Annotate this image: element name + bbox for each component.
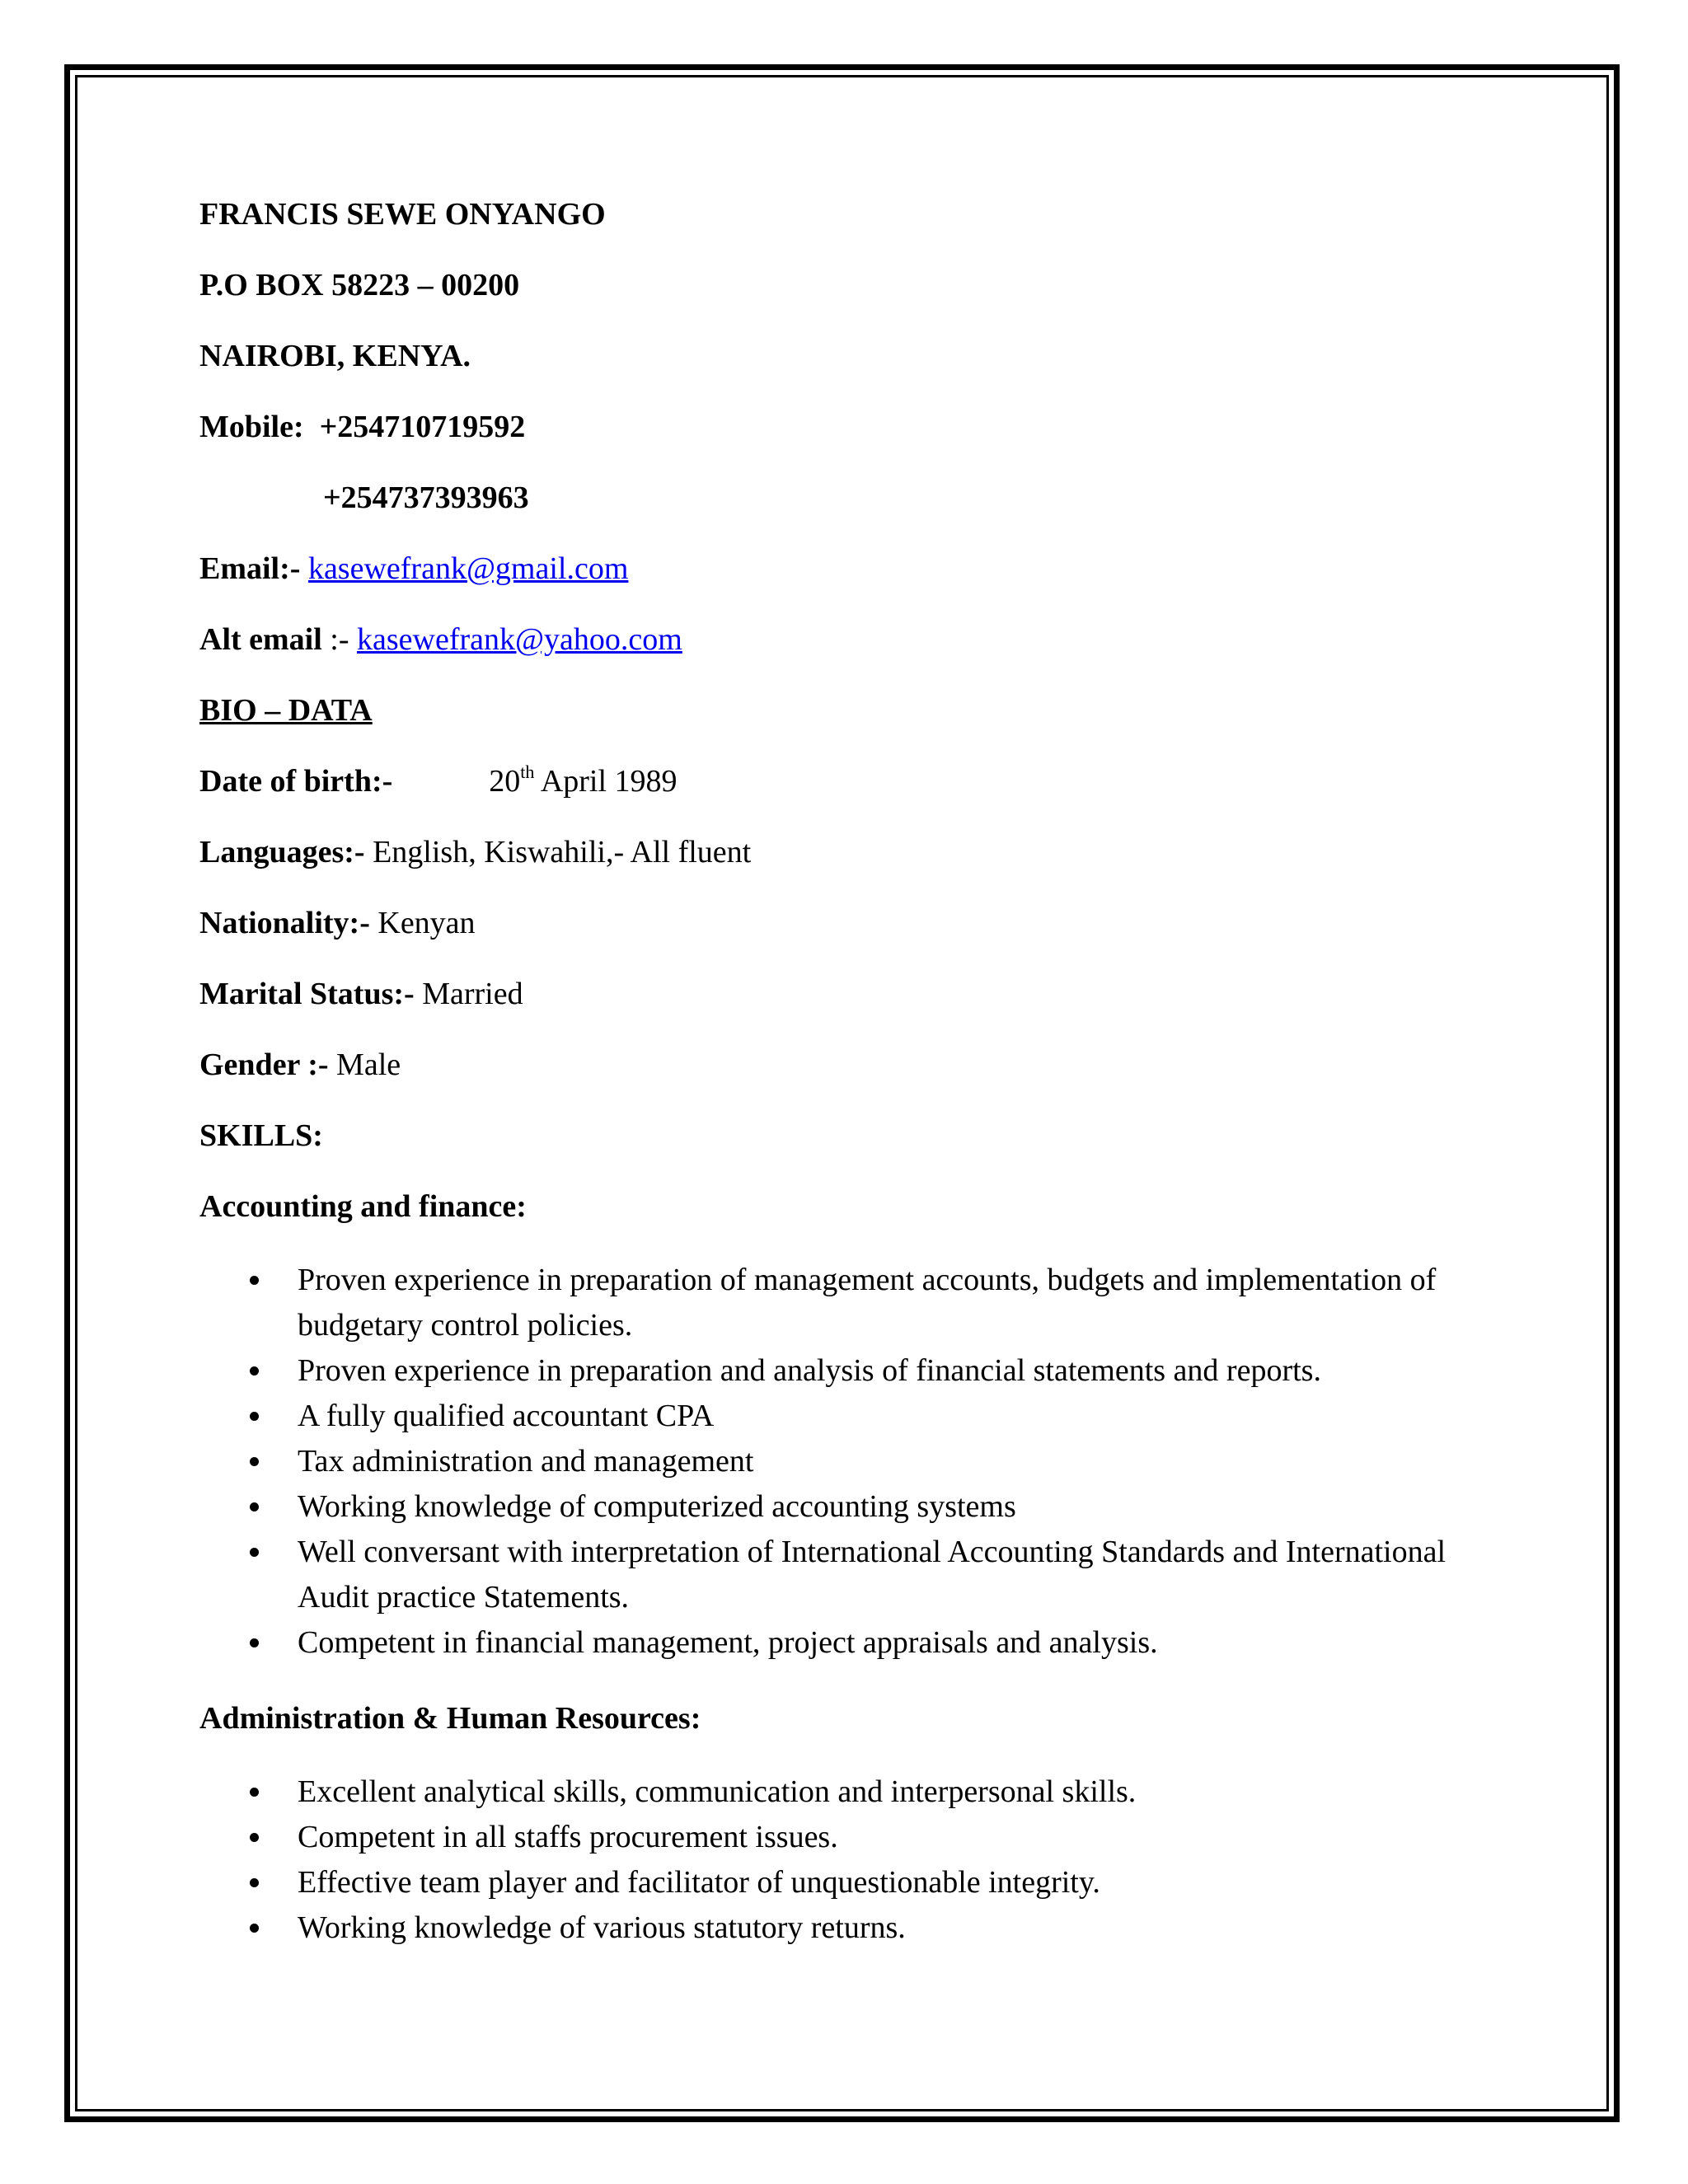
dob-day: 20	[489, 764, 521, 799]
email-row	[199, 551, 1485, 587]
dob-suffix: th	[520, 762, 535, 782]
mobile-row	[199, 409, 1485, 445]
languages-row	[199, 834, 1485, 870]
accounting-heading: Accounting and finance:	[199, 1189, 527, 1224]
list-item-text: Competent in financial management, project appraisals and analysis.	[298, 1625, 1158, 1660]
bullet-icon	[250, 1924, 259, 1933]
list-item	[199, 1484, 1484, 1530]
bullet-icon	[250, 1638, 259, 1647]
gender-label: Gender :-	[199, 1047, 329, 1082]
list-item-text: Tax administration and management	[298, 1444, 754, 1479]
admin-heading: Administration & Human Resources:	[199, 1701, 701, 1736]
skills-heading: SKILLS:	[199, 1118, 323, 1153]
alt-email-link[interactable]: kasewefrank@yahoo.com	[357, 622, 682, 657]
dob-label: Date of birth:-	[199, 764, 393, 799]
nationality-row	[199, 905, 1485, 941]
bio-heading-row	[199, 692, 1485, 729]
list-item-text: Working knowledge of various statutory returns.	[298, 1910, 906, 1945]
bullet-icon	[250, 1833, 259, 1842]
alt-email-row	[199, 621, 1485, 658]
list-item-text: Excellent analytical skills, communication and interpersonal skills.	[298, 1774, 1137, 1809]
mobile-number-2: +254737393963	[323, 480, 529, 515]
dob-value	[489, 763, 677, 799]
marital-label: Marital Status:-	[199, 977, 415, 1011]
bio-heading: BIO – DATA	[199, 693, 373, 728]
alt-email-label: Alt email	[199, 622, 322, 657]
city: NAIROBI, KENYA.	[199, 339, 471, 373]
po-box: P.O BOX 58223 – 00200	[199, 268, 520, 302]
marital-value: Married	[422, 977, 523, 1011]
languages-value: English, Kiswahili,- All fluent	[373, 835, 752, 869]
accounting-list	[199, 1258, 1485, 1666]
gender-row	[199, 1047, 1485, 1083]
list-item-text: Proven experience in preparation and analysis of financial statements and reports.	[298, 1353, 1321, 1388]
list-item-text: Working knowledge of computerized accounting systems	[298, 1489, 1016, 1524]
list-item	[199, 1394, 1484, 1439]
list-item	[199, 1620, 1484, 1666]
nationality-value: Kenyan	[377, 906, 476, 940]
bullet-icon	[250, 1788, 259, 1797]
mobile-row-2	[199, 480, 1485, 516]
dob-month-year: April 1989	[540, 764, 678, 799]
candidate-name: FRANCIS SEWE ONYANGO	[199, 197, 606, 232]
list-item	[199, 1769, 1484, 1815]
list-item	[199, 1258, 1484, 1348]
list-item	[199, 1860, 1484, 1905]
bullet-icon	[250, 1412, 259, 1421]
marital-row	[199, 976, 1485, 1012]
bullet-icon	[250, 1878, 259, 1887]
alt-email-separator: :-	[330, 622, 349, 657]
bullet-icon	[250, 1548, 259, 1557]
list-item-text: Well conversant with interpretation of International Accounting Standards and International Audit practice Statements.	[298, 1535, 1447, 1615]
email-link[interactable]: kasewefrank@gmail.com	[307, 551, 629, 586]
list-item-text: Proven experience in preparation of management accounts, budgets and implementation of budgetary control policies.	[298, 1263, 1437, 1343]
list-item	[199, 1439, 1484, 1484]
email-label: Email:-	[199, 551, 301, 586]
list-item-text: Effective team player and facilitator of unquestionable integrity.	[298, 1865, 1100, 1900]
list-item	[199, 1905, 1484, 1951]
list-item	[199, 1348, 1484, 1394]
list-item	[199, 1815, 1484, 1860]
list-item	[199, 1530, 1484, 1620]
mobile-number-1: +254710719592	[319, 410, 526, 444]
languages-label: Languages:-	[199, 835, 365, 869]
admin-list	[199, 1769, 1485, 1951]
bullet-icon	[250, 1276, 259, 1285]
list-item-text: A fully qualified accountant CPA	[298, 1399, 715, 1433]
bullet-icon	[250, 1366, 259, 1376]
dob-row	[199, 763, 1485, 799]
bullet-icon	[250, 1457, 259, 1466]
mobile-label: Mobile:	[199, 410, 304, 444]
gender-value: Male	[336, 1047, 401, 1082]
resume-content	[199, 196, 1485, 1985]
list-item-text: Competent in all staffs procurement issues.	[298, 1820, 838, 1854]
bullet-icon	[250, 1502, 259, 1511]
nationality-label: Nationality:-	[199, 906, 370, 940]
